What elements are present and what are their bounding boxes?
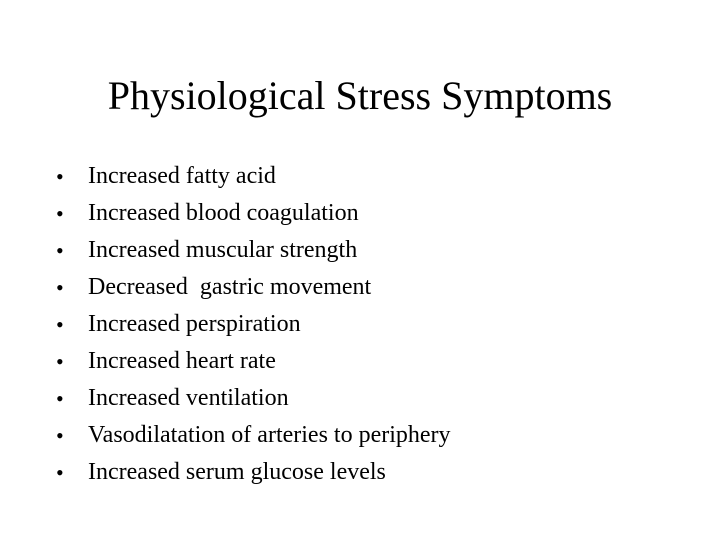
slide-title: Physiological Stress Symptoms [107,73,613,118]
bullet-text: Increased perspiration [88,311,301,337]
bullet-icon: • [56,312,64,337]
bullet-text: Increased heart rate [88,348,276,374]
bullet-icon: • [56,460,64,485]
bullet-text: Vasodilatation of arteries to periphery [88,422,451,448]
bullet-text: Decreased gastric movement [88,274,372,300]
bullet-icon: • [56,349,64,374]
bullet-text: Increased ventilation [88,385,289,411]
bullet-text: Increased blood coagulation [88,200,359,226]
bullet-text: Increased serum glucose levels [88,459,386,485]
bullet-text: Increased fatty acid [88,163,276,189]
bullet-icon: • [56,275,64,300]
bullet-icon: • [56,386,64,411]
bullet-icon: • [56,423,64,448]
bullet-text: Increased muscular strength [88,237,358,263]
bullet-icon: • [56,238,64,263]
bullet-icon: • [56,164,64,189]
bullet-icon: • [56,201,64,226]
